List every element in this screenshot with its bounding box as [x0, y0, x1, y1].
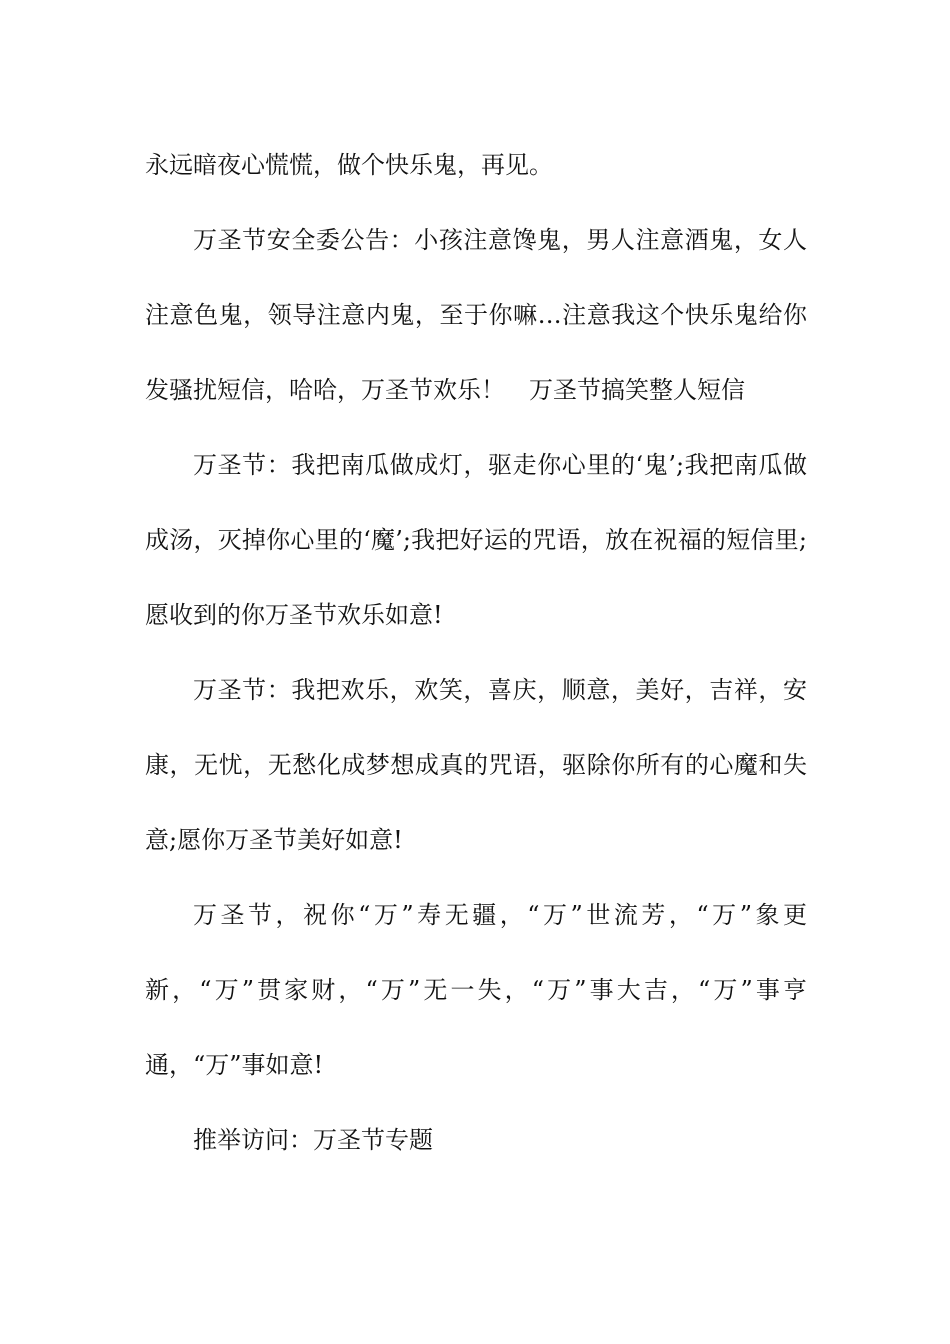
paragraph-recommend: 推举访问：万圣节专题: [193, 1126, 433, 1154]
paragraph-continuation: 永远暗夜心慌慌，做个快乐鬼，再见。: [145, 151, 553, 179]
paragraph-wan-blessings: 万圣节，祝你“万”寿无疆，“万”世流芳，“万”象更新，“万”贯家财，“万”无一失，“万”事大吉，“万”事亨通，“万”事如意!: [145, 901, 807, 1079]
paragraph-wishes: 万圣节：我把欢乐，欢笑，喜庆，顺意，美好，吉祥，安康，无忧，无愁化成梦想成真的咒语，驱除你所有的心魔和失意;愿你万圣节美好如意!: [145, 676, 807, 854]
paragraph-pumpkin: 万圣节：我把南瓜做成灯，驱走你心里的‘鬼’;我把南瓜做成汤，灭掉你心里的‘魔’;我把好运的咒语，放在祝福的短信里;愿收到的你万圣节欢乐如意!: [145, 451, 807, 629]
paragraph-safety-notice: 万圣节安全委公告：小孩注意馋鬼，男人注意酒鬼，女人注意色鬼，领导注意内鬼，至于你嘛…注意我这个快乐鬼给你发骚扰短信，哈哈，万圣节欢乐！ 万圣节搞笑整人短信: [145, 226, 807, 404]
document-body: [145, 128, 807, 1178]
